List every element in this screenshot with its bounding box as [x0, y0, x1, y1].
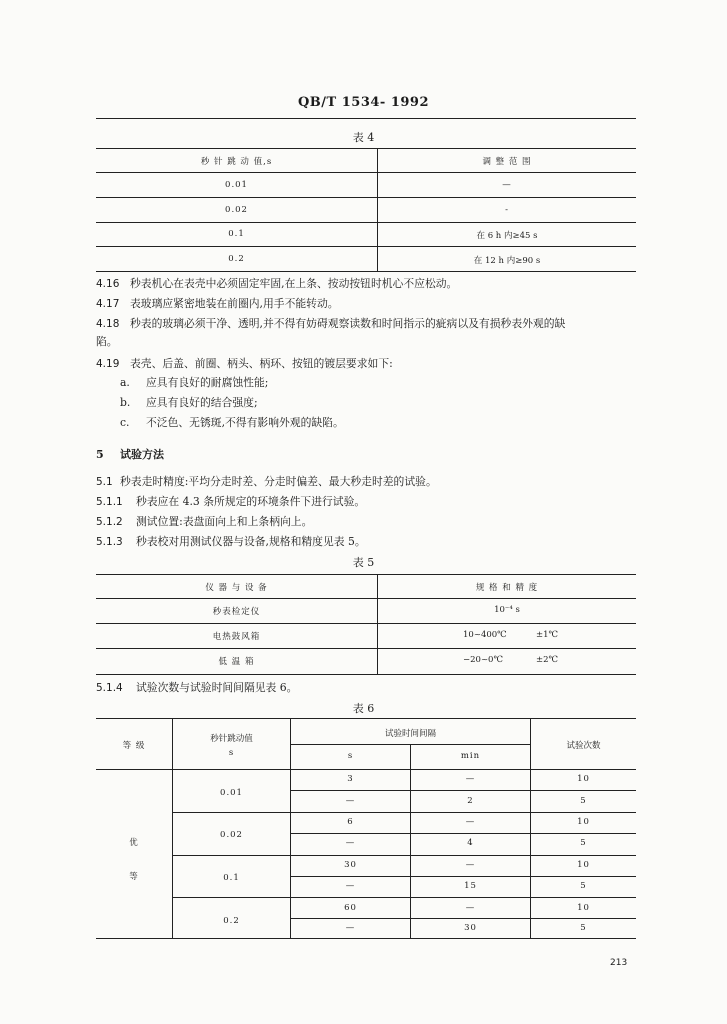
section-5-heading — [96, 446, 164, 462]
sub-item-letter: c. — [120, 416, 130, 429]
sub-item-text: 应具有良好的结合强度; — [146, 396, 258, 409]
clause-4-19 — [96, 356, 636, 372]
table6-cell-min: — — [465, 903, 476, 913]
table6-group-rule — [172, 812, 636, 813]
table6-cell-s: — — [345, 923, 356, 933]
clause-4-16 — [96, 276, 636, 292]
table6-top-rule — [96, 718, 636, 719]
table6-cell-s: — — [345, 796, 356, 806]
clause-5-1-4 — [96, 680, 636, 696]
table6-cell-count: 10 — [577, 817, 590, 827]
page-number: 213 — [610, 958, 628, 968]
sub-item-a — [120, 375, 268, 390]
clause-number: 5.1.1 — [96, 496, 123, 508]
table6-header-subrule — [290, 744, 530, 745]
table4-cell-range: - — [505, 205, 509, 215]
table6-group-rule — [172, 855, 636, 856]
table4-caption: 表 4 — [352, 131, 375, 144]
sub-item-letter: a. — [120, 376, 130, 389]
clause-5-1 — [96, 474, 636, 490]
table6-cell-count: 5 — [580, 923, 587, 933]
table6-header-grade: 等 级 — [122, 741, 146, 751]
table5-col2-header: 规 格 和 精 度 — [475, 583, 539, 593]
table4-cell-value: 0.1 — [228, 229, 245, 239]
clause-text: 秒表的玻璃必须干净、透明,并不得有妨碍观察读数和时间指示的疵病以及有损秒表外观的缺 — [130, 317, 566, 330]
clause-5-1-1 — [96, 494, 636, 510]
table4-row-rule — [96, 246, 636, 247]
table6-cell-count: 5 — [580, 838, 587, 848]
table6-header-rule — [96, 769, 636, 770]
clause-text: 表玻璃应紧密地装在前圈内,用手不能转动。 — [130, 297, 339, 310]
table6-cell-count: 10 — [577, 860, 590, 870]
table6-cell-min: 30 — [464, 923, 477, 933]
table4-header-rule — [96, 172, 636, 173]
table4-cell-range: 在 12 h 内≥90 s — [473, 256, 541, 266]
clause-5-1-2 — [96, 514, 636, 530]
table6-jump-value: 0.2 — [223, 916, 240, 926]
table6-cell-s: — — [345, 881, 356, 891]
clause-text: 表壳、后盖、前圈、柄头、柄环、按钮的镀层要求如下: — [130, 357, 393, 370]
table6-cell-s: — — [345, 838, 356, 848]
header-rule — [96, 118, 636, 119]
sub-item-text: 不泛色、无锈斑,不得有影响外观的缺陷。 — [146, 416, 344, 429]
table4-col1-header: 秒 针 跳 动 值,s — [200, 157, 273, 167]
table5-bottom-rule — [96, 674, 636, 675]
clause-text: 秒表应在 4.3 条所规定的环境条件下进行试验。 — [136, 495, 366, 508]
table6-group-rule — [172, 897, 636, 898]
table6-cell-min: — — [465, 817, 476, 827]
table6-cell-min: — — [465, 774, 476, 784]
table5-header-rule — [96, 598, 636, 599]
sub-item-text: 应具有良好的耐腐蚀性能; — [146, 376, 269, 389]
table6-cell-count: 10 — [577, 774, 590, 784]
table6-row-rule — [290, 918, 636, 919]
table5-cell-precision: ±2℃ — [536, 655, 559, 665]
section-title: 试验方法 — [120, 448, 164, 461]
table6-header-min: min — [460, 751, 481, 761]
table6-caption: 表 6 — [352, 702, 375, 715]
clause-4-17 — [96, 296, 636, 312]
clause-number: 5.1.3 — [96, 536, 123, 548]
table5-cell-device: 电热鼓风箱 — [212, 632, 261, 642]
table6-jump-value: 0.01 — [220, 788, 243, 798]
clause-4-18-cont: 陷。 — [96, 335, 118, 348]
clause-number: 4.17 — [96, 298, 120, 310]
table6-cell-s: 6 — [347, 817, 354, 827]
clause-4-18 — [96, 316, 636, 332]
table6-grade-label: 优 — [129, 838, 139, 848]
table6-cell-min: — — [465, 860, 476, 870]
table6-header-interval: 试验时间间隔 — [384, 729, 436, 739]
sub-item-c — [120, 415, 344, 430]
table5-row-rule — [96, 648, 636, 649]
table4-cell-value: 0.01 — [225, 180, 248, 190]
table6-bottom-rule — [96, 938, 636, 939]
table5-row-rule — [96, 623, 636, 624]
clause-number: 5.1.2 — [96, 516, 123, 528]
table6-jump-value: 0.1 — [223, 873, 240, 883]
table4-cell-value: 0.02 — [225, 205, 248, 215]
table6-cell-min: 2 — [467, 796, 474, 806]
table6-cell-s: 3 — [347, 774, 354, 784]
table5-cell-device: 低 温 箱 — [218, 657, 255, 667]
table6-cell-s: 60 — [344, 903, 357, 913]
table6-row-rule — [290, 833, 636, 834]
table5-cell-spec: 10⁻⁴ s — [494, 605, 520, 615]
table6-cell-min: 15 — [464, 881, 477, 891]
section-number: 5 — [96, 448, 104, 461]
table4-top-rule — [96, 148, 636, 149]
clause-text: 试验次数与试验时间间隔见表 6。 — [136, 681, 298, 694]
table4-row-rule — [96, 222, 636, 223]
table5-col1-header: 仪 器 与 设 备 — [205, 583, 268, 593]
table6-cell-min: 4 — [467, 838, 474, 848]
table5-caption: 表 5 — [352, 556, 375, 569]
clause-number: 4.19 — [96, 358, 120, 370]
table6-jump-value: 0.02 — [220, 830, 243, 840]
clause-number: 5.1 — [96, 476, 113, 488]
document-header: QB/T 1534- 1992 — [297, 95, 430, 110]
sub-item-b — [120, 395, 258, 410]
table6-header-jump: 秒针跳动值 — [210, 734, 253, 744]
clause-number: 4.16 — [96, 278, 120, 290]
table6-cell-count: 5 — [580, 881, 587, 891]
table4-cell-value: 0.2 — [228, 254, 245, 264]
table6-row-rule — [290, 876, 636, 877]
clause-number: 5.1.4 — [96, 682, 123, 694]
table6-cell-count: 10 — [577, 903, 590, 913]
clause-5-1-3 — [96, 534, 636, 550]
table6-header-count: 试验次数 — [566, 741, 601, 751]
table4-bottom-rule — [96, 271, 636, 272]
table5-cell-spec: 10~400℃ — [463, 630, 507, 640]
sub-item-letter: b. — [120, 396, 131, 409]
clause-text: 秒表机心在表壳中必须固定牢固,在上条、按动按钮时机心不应松动。 — [130, 277, 458, 290]
clause-text: 秒表走时精度:平均分走时差、分走时偏差、最大秒走时差的试验。 — [120, 475, 437, 488]
table5-top-rule — [96, 574, 636, 575]
table6-grade-label: 等 — [129, 872, 139, 882]
table5-cell-precision: ±1℃ — [536, 630, 559, 640]
table4-cell-range: 在 6 h 内≥45 s — [476, 231, 538, 241]
table5-cell-device: 秒表检定仪 — [212, 607, 261, 617]
table6-row-rule — [290, 790, 636, 791]
table6-cell-count: 5 — [580, 796, 587, 806]
clause-text: 秒表校对用测试仪器与设备,规格和精度见表 5。 — [136, 535, 366, 548]
table4-row-rule — [96, 197, 636, 198]
table6-cell-s: 30 — [344, 860, 357, 870]
table6-header-jump-unit: s — [228, 748, 235, 758]
clause-number: 4.18 — [96, 318, 120, 330]
clause-text: 测试位置:表盘面向上和上条柄向上。 — [136, 515, 313, 528]
table5-cell-spec: −20~0℃ — [463, 655, 503, 665]
table4-cell-range: — — [502, 180, 512, 190]
table4-col2-header: 调 整 范 围 — [482, 157, 532, 167]
table6-header-s: s — [347, 751, 354, 761]
